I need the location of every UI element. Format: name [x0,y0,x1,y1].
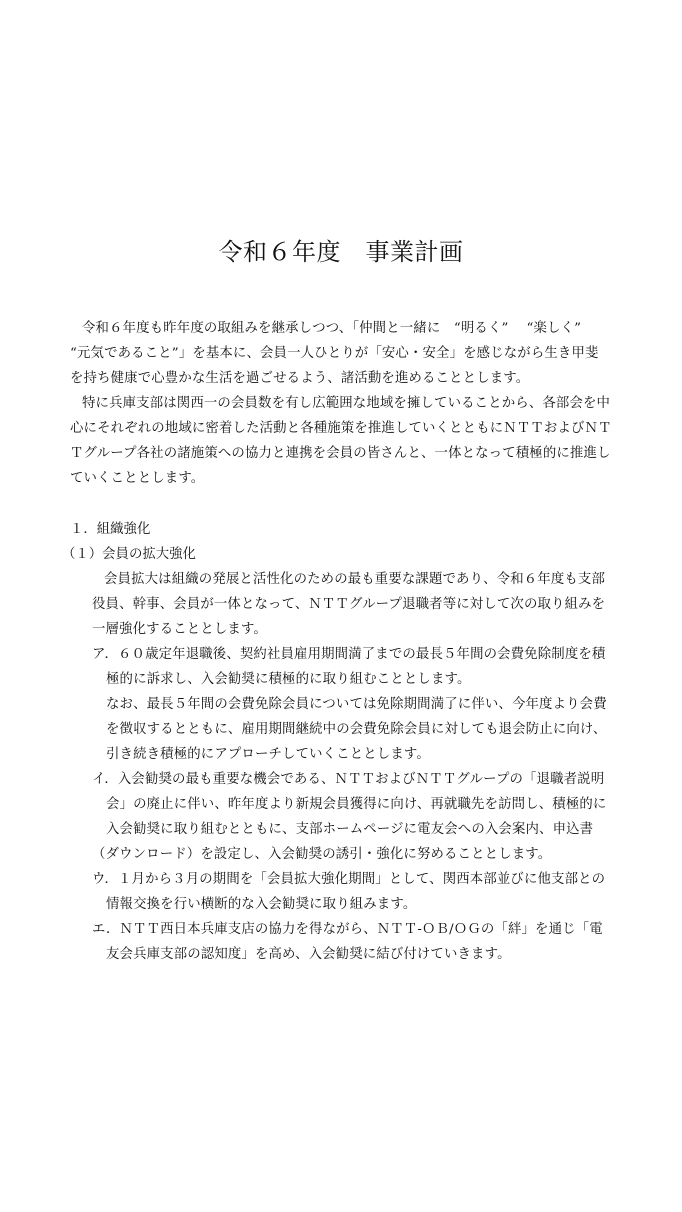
subsection-heading: （１）会員の拡大強化 [62,547,196,562]
page-title: 令和６年度 事業計画 [218,238,464,266]
item-i-line: （ダウンロード）を設定し、入会勧奨の誘引・強化に努めることとします。 [92,847,552,862]
item-a-line: 引き続き積極的にアプローチしていくこととします。 [106,747,430,762]
item-a-line: を徴収するとともに、雇用期間継続中の会費免除会員に対しても退会防止に向け、 [106,722,607,737]
intro-line: 心にそれぞれの地域に密着した活動と各種施策を推進していくとともにＮＴＴおよびＮＴ [70,421,612,436]
item-i-line: イ．入会勧奨の最も重要な機会である、ＮＴＴおよびＮＴＴグループの「退職者説明 [92,772,605,787]
intro-line: 令和６年度も昨年度の取組みを継承しつつ、「仲間と一緒に “明るく” “楽しく” [82,321,582,336]
lead-line: 役員、幹事、会員が一体となって、ＮＴＴグループ退職者等に対して次の取り組みを [92,597,606,612]
item-e-line: 友会兵庫支部の認知度」を高め、入会勧奨に結び付けていきます。 [106,947,511,962]
lead-line: 一層強化することとします。 [92,622,267,637]
intro-line: Ｔグループ各社の諸施策への協力と連携を会員の皆さんと、一体となって積極的に推進し [70,446,611,461]
intro-line: 特に兵庫支部は関西一の会員数を有し広範囲な地域を擁していることから、各部会を中 [82,396,611,411]
item-u-line: 情報交換を行い横断的な入会勧奨に取り組みます。 [106,897,417,912]
intro-line: を持ち健康で心豊かな生活を過ごせるよう、諸活動を進めることとします。 [70,371,530,386]
item-a-line: 極的に訴求し、入会勧奨に積極的に取り組むこととします。 [106,672,471,687]
item-i-line: 入会勧奨に取り組むとともに、支部ホームページに電友会への入会案内、申込書 [106,822,594,837]
lead-line: 会員拡大は組織の発展と活性化のための最も重要な課題であり、令和６年度も支部 [104,572,606,587]
item-a-line: ア．６０歳定年退職後、契約社員雇用期間満了までの最長５年間の会費免除制度を積 [92,647,606,662]
item-e-line: エ．ＮＴＴ西日本兵庫支店の協力を得ながら、ＮＴＴ-ＯＢ/ＯＧの「絆」を通じ「電 [92,922,603,937]
intro-line: ていくこととします。 [70,471,205,486]
intro-line: “元気であること”」を基本に、会員一人ひとりが「安心・安全」を感じながら生き甲斐 [70,346,599,361]
section-heading: １．組織強化 [70,522,151,537]
item-u-line: ウ．１月から３月の期間を「会員拡大強化期間」として、関西本部並びに他支部との [92,872,606,887]
item-i-line: 会」の廃止に伴い、昨年度より新規会員獲得に向け、再就職先を訪問し、積極的に [106,797,607,812]
item-a-line: なお、最長５年間の会費免除会員については免除期間満了に伴い、今年度より会費 [106,697,607,712]
